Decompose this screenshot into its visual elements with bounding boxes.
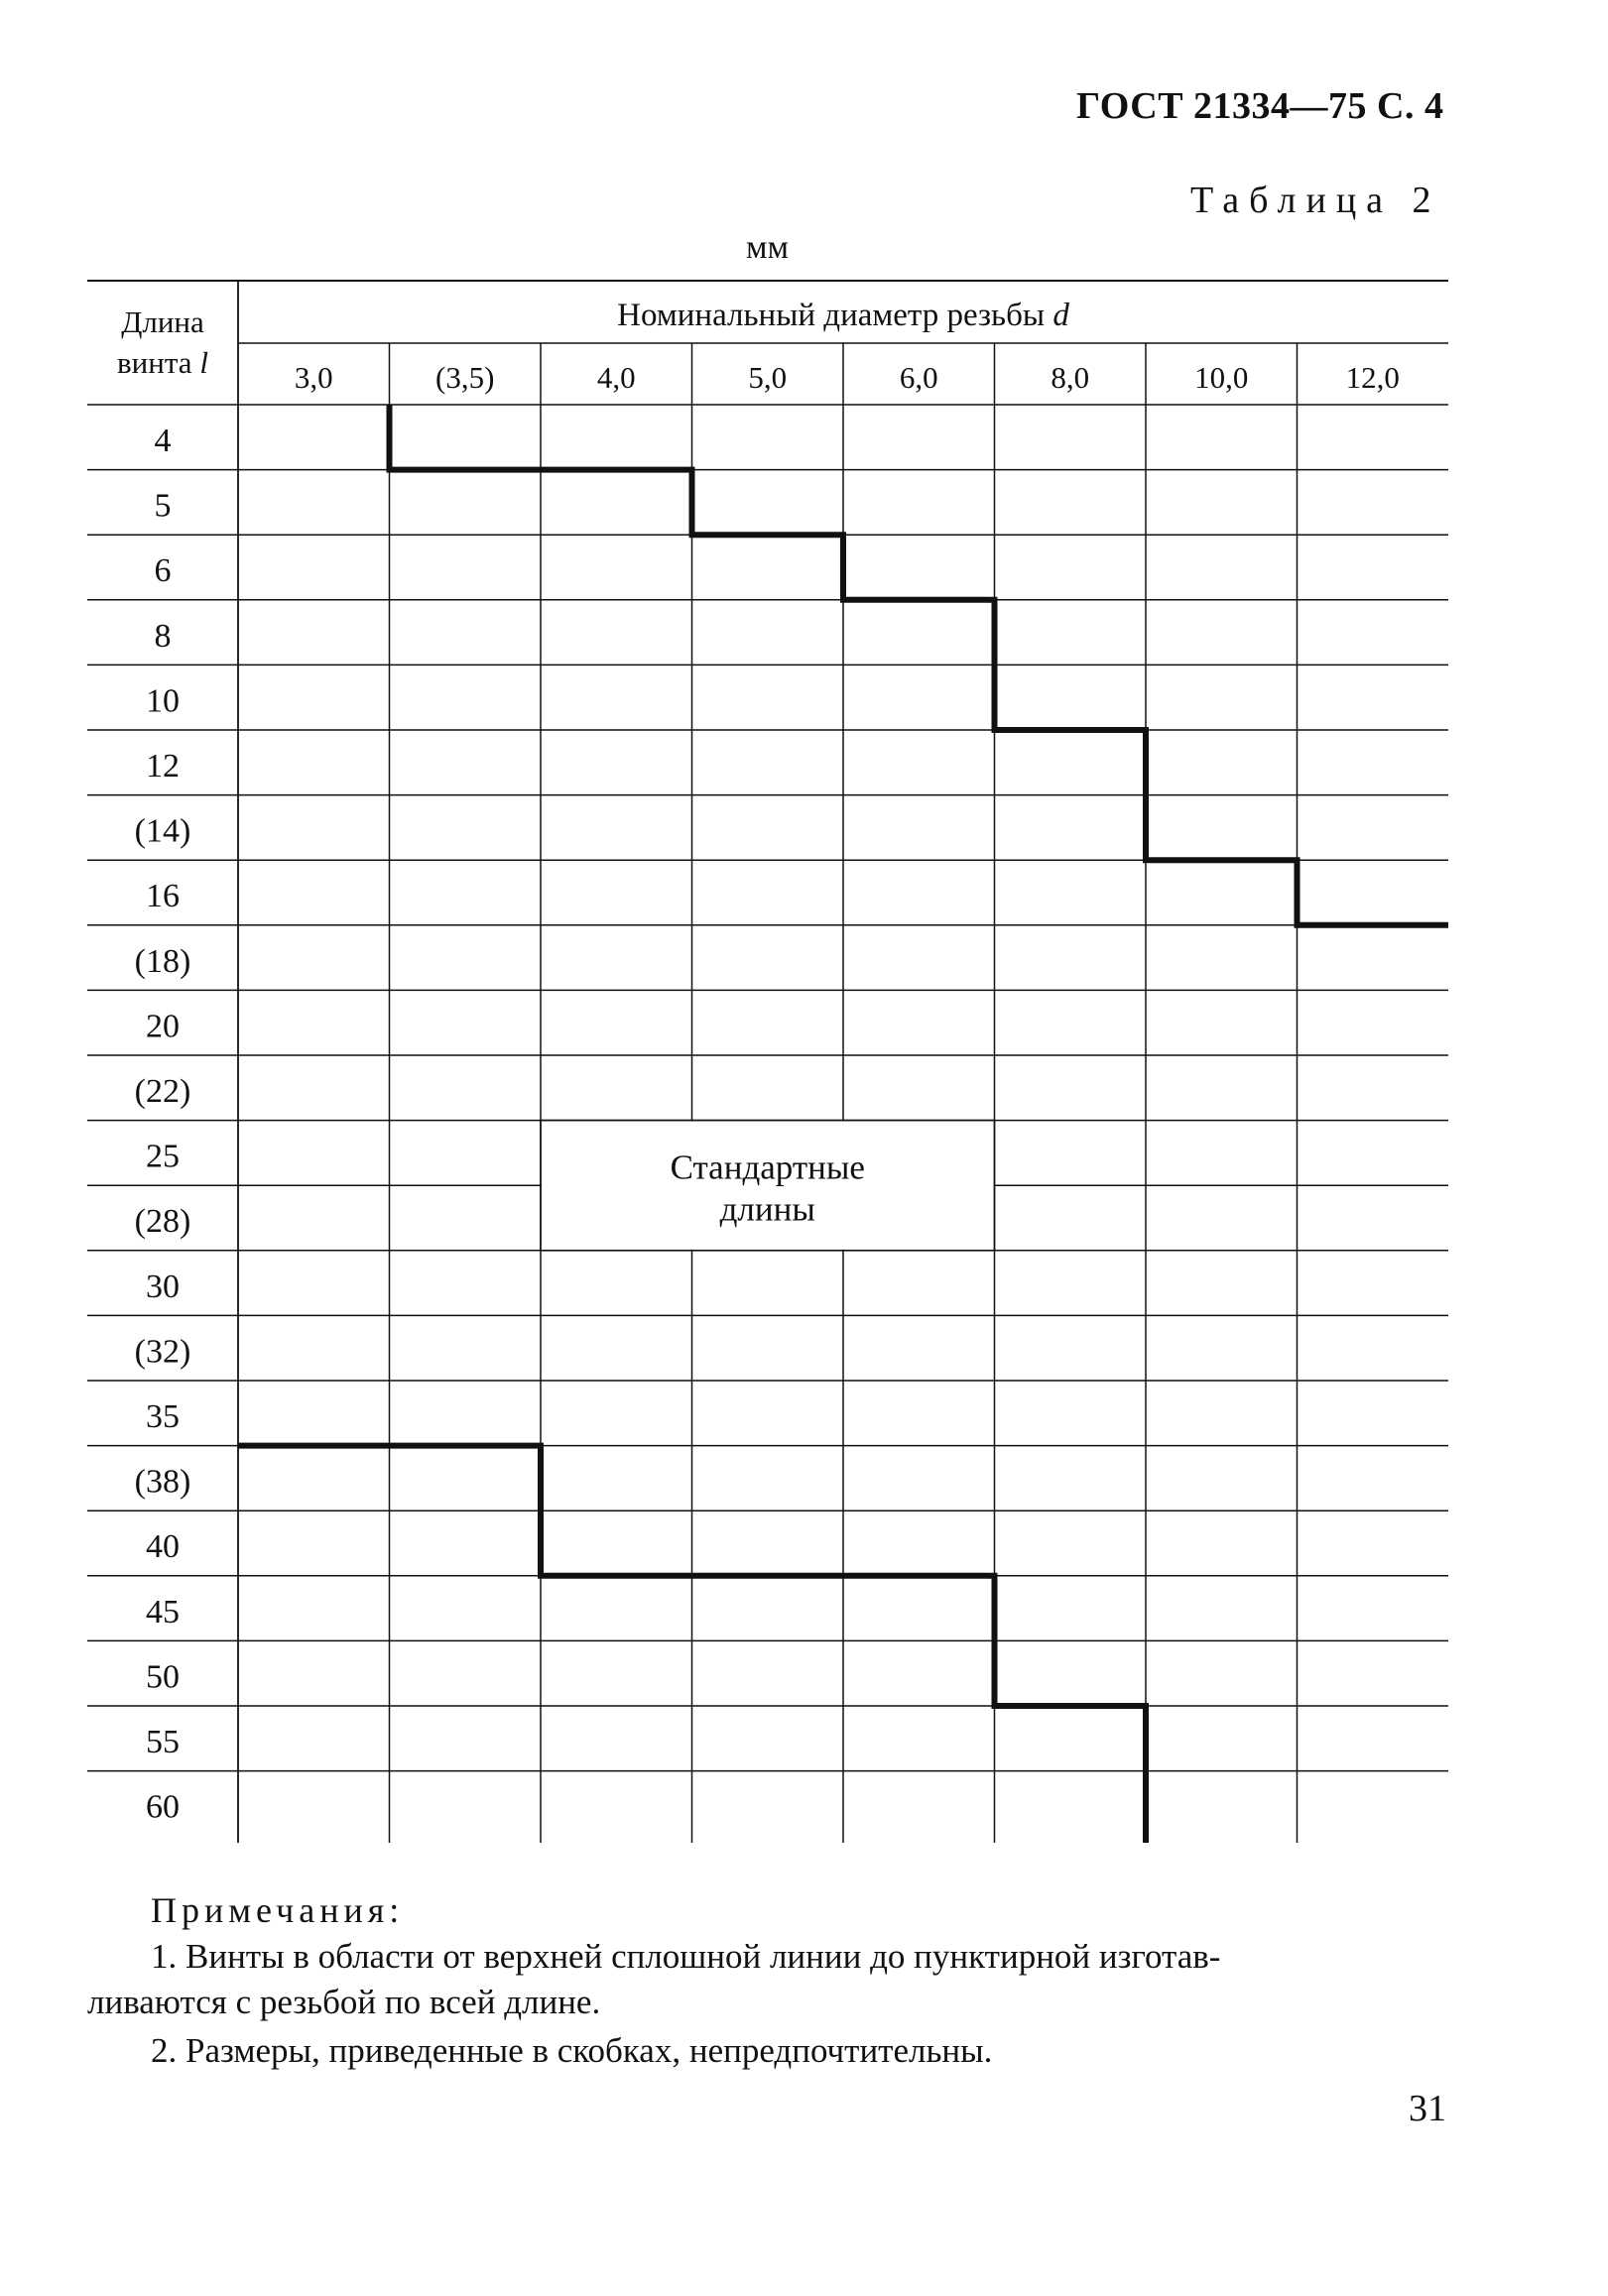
row-header-variable: l bbox=[199, 345, 208, 380]
table-grid-lines bbox=[87, 281, 1448, 1843]
row-header-line2 bbox=[117, 345, 208, 380]
column-header: 12,0 bbox=[1345, 360, 1400, 395]
row-label: 10 bbox=[146, 682, 180, 720]
note-item-2: 2. Размеры, приведенные в скобках, непредпочтительны. bbox=[151, 2031, 993, 2070]
row-label: 45 bbox=[146, 1593, 180, 1631]
page-number: 31 bbox=[1409, 2088, 1446, 2129]
row-header-line1: Длина bbox=[121, 304, 204, 339]
row-label: 50 bbox=[146, 1658, 180, 1696]
table-title: Таблица 2 bbox=[1190, 180, 1441, 221]
row-label: (28) bbox=[134, 1203, 191, 1241]
column-header: 5,0 bbox=[748, 360, 788, 395]
column-header: (3,5) bbox=[435, 360, 495, 395]
row-label: 16 bbox=[146, 878, 180, 915]
column-header: 3,0 bbox=[294, 360, 333, 395]
column-header: 6,0 bbox=[899, 360, 938, 395]
row-label: (38) bbox=[134, 1463, 191, 1501]
notes-title: Примечания: bbox=[151, 1890, 405, 1930]
column-header: 10,0 bbox=[1194, 360, 1249, 395]
column-group-header bbox=[617, 298, 1069, 333]
region-label-line1: Стандартные bbox=[670, 1148, 865, 1187]
row-label: (18) bbox=[134, 942, 191, 980]
row-label: 30 bbox=[146, 1268, 180, 1305]
table-units: мм bbox=[746, 229, 790, 266]
note-item-1-continued: ливаются с резьбой по всей длине. bbox=[87, 1983, 601, 2021]
row-label: 12 bbox=[146, 748, 180, 785]
note-item-1: 1. Винты в области от верхней сплошной линии до пунктирной изготав- bbox=[151, 1937, 1221, 1976]
row-label: (14) bbox=[134, 812, 191, 850]
row-label: (22) bbox=[134, 1073, 191, 1110]
row-label: 5 bbox=[154, 487, 172, 525]
row-label: 4 bbox=[154, 423, 172, 459]
column-group-variable: d bbox=[1052, 298, 1069, 333]
row-label: 55 bbox=[146, 1724, 180, 1760]
row-label: 60 bbox=[146, 1788, 180, 1826]
region-label-line2: длины bbox=[719, 1189, 815, 1229]
document-header: ГОСТ 21334—75 С. 4 bbox=[1076, 85, 1444, 127]
row-label: 40 bbox=[146, 1528, 180, 1566]
row-label: 8 bbox=[154, 617, 172, 655]
table-labels bbox=[117, 298, 1400, 1826]
column-header: 4,0 bbox=[596, 360, 636, 395]
row-label: 6 bbox=[154, 552, 172, 590]
row-label: 25 bbox=[146, 1138, 180, 1175]
row-label: 35 bbox=[146, 1398, 180, 1435]
column-header: 8,0 bbox=[1051, 360, 1090, 395]
row-header-word: винта bbox=[117, 345, 192, 380]
column-group-label: Номинальный диаметр резьбы bbox=[617, 298, 1046, 333]
row-label: 20 bbox=[146, 1008, 180, 1045]
row-label: (32) bbox=[134, 1333, 191, 1371]
